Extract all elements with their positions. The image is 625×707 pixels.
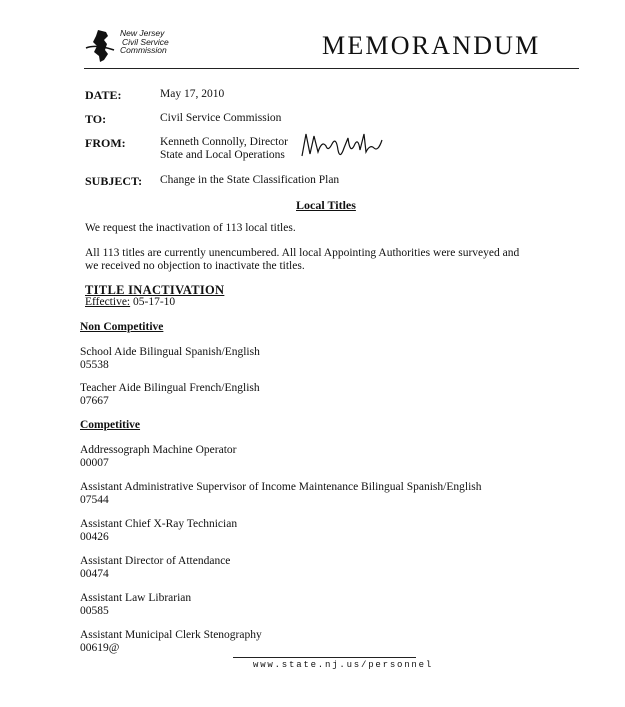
item-code: 00474 [80, 568, 109, 580]
footer-divider [233, 657, 416, 658]
item-code: 00585 [80, 605, 109, 617]
inactivation-heading: TITLE INACTIVATION [85, 283, 225, 297]
org-name [120, 29, 169, 55]
list-item [80, 444, 236, 470]
list-item [80, 382, 260, 408]
item-code: 07544 [80, 494, 109, 506]
effective-label: Effective: [85, 296, 131, 308]
footer-url: www.state.nj.us/personnel [253, 660, 434, 670]
item-title: Teacher Aide Bilingual French/English [80, 382, 260, 394]
item-title: School Aide Bilingual Spanish/English [80, 346, 260, 358]
nj-state-outline-icon [84, 26, 124, 66]
item-title: Assistant Administrative Supervisor of Income Maintenance Bilingual Spanish/English [80, 481, 482, 493]
from-value-line2: State and Local Operations [160, 149, 285, 161]
date-label: DATE: [85, 88, 122, 102]
effective-date [85, 296, 175, 308]
non-competitive-heading: Non Competitive [80, 321, 164, 333]
item-code: 00426 [80, 531, 109, 543]
list-item [80, 481, 482, 507]
from-label: FROM: [85, 136, 126, 150]
subject-value: Change in the State Classification Plan [160, 174, 340, 186]
item-title: Addressograph Machine Operator [80, 444, 237, 456]
item-title: Assistant Chief X-Ray Technician [80, 518, 238, 530]
memo-title: MEMORANDUM [322, 31, 541, 60]
signature [298, 126, 393, 171]
from-value-line1: Kenneth Connolly, Director [160, 136, 288, 148]
org-line-3: Commission [120, 45, 167, 55]
item-title: Assistant Municipal Clerk Stenography [80, 629, 262, 641]
header-divider [84, 68, 579, 69]
to-label: TO: [85, 112, 107, 126]
paragraph-2-line2: we received no objection to inactivate the titles. [85, 260, 305, 272]
org-line-2: Civil Service [122, 36, 169, 47]
paragraph-2-line1: All 113 titles are currently unencumbered. All local Appointing Authorities were surveyed and [85, 247, 520, 259]
paragraph-1: We request the inactivation of 113 local titles. [85, 222, 296, 234]
item-code: 00007 [80, 457, 109, 469]
section-title: Local Titles [296, 198, 356, 212]
list-item [80, 346, 260, 372]
competitive-heading: Competitive [80, 419, 141, 431]
item-code: 07667 [80, 395, 109, 407]
effective-value: 05-17-10 [130, 296, 176, 308]
item-code: 05538 [80, 359, 109, 371]
date-value: May 17, 2010 [160, 88, 225, 100]
list-item [80, 555, 230, 581]
org-line-1: New Jersey [120, 28, 165, 38]
list-item [80, 518, 237, 544]
item-title: Assistant Law Librarian [80, 592, 192, 604]
list-item [80, 629, 262, 655]
item-code: 00619@ [80, 642, 120, 654]
subject-label: SUBJECT: [85, 174, 143, 188]
item-title: Assistant Director of Attendance [80, 555, 231, 567]
list-item [80, 592, 191, 618]
to-value: Civil Service Commission [160, 112, 282, 124]
